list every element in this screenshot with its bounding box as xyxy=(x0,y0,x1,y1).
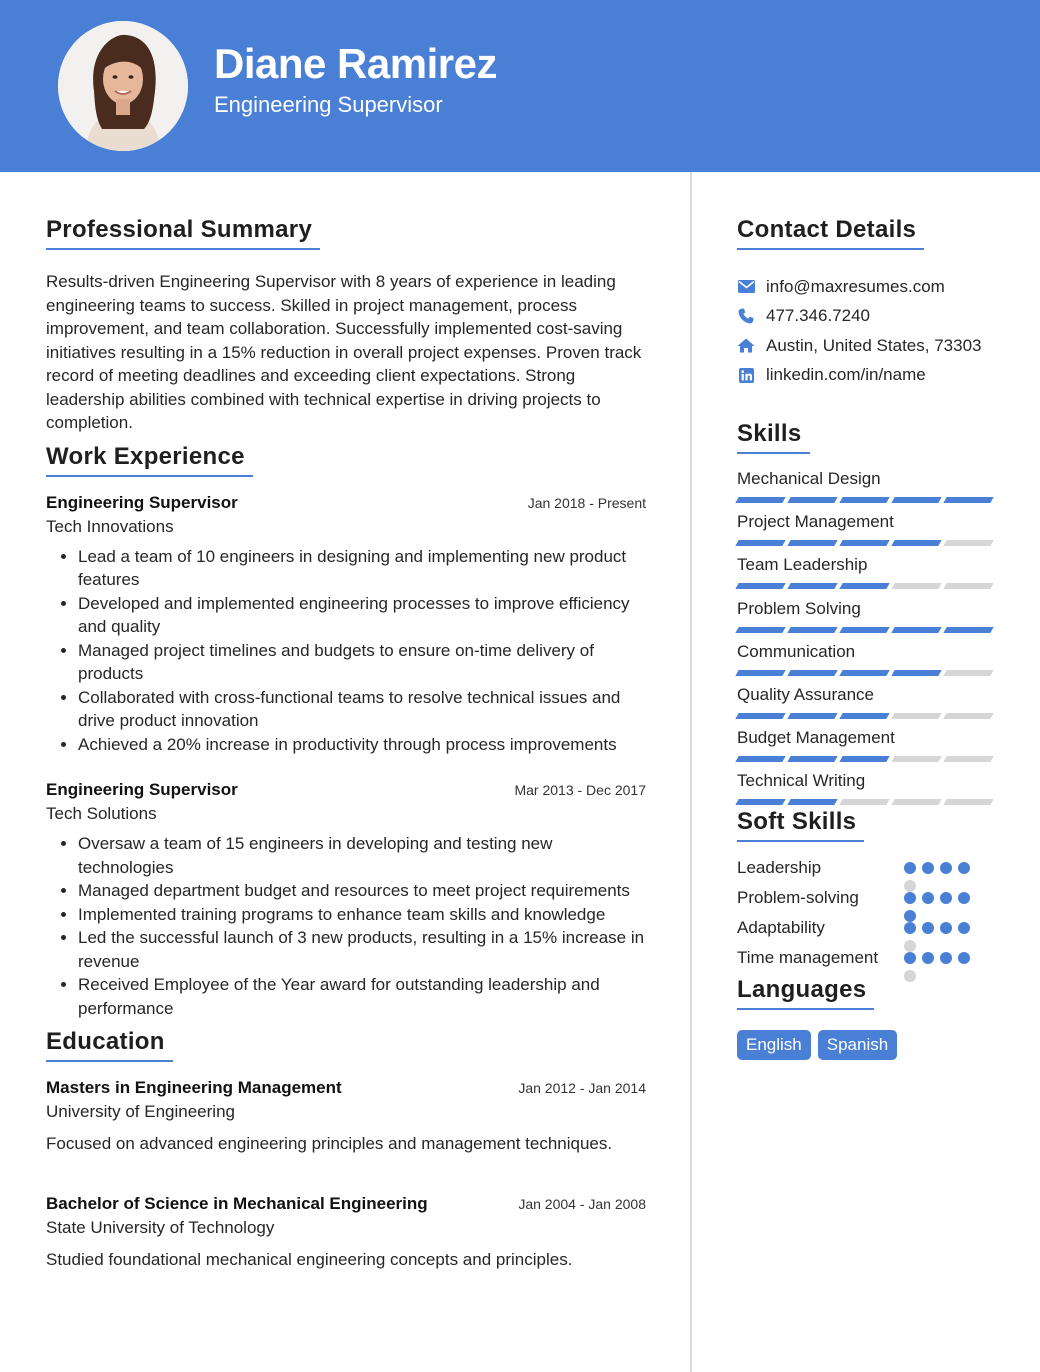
resume-header xyxy=(0,0,1040,172)
job-company: Tech Innovations xyxy=(46,516,174,536)
skill-level-segment xyxy=(839,627,889,633)
job-title: Engineering Supervisor xyxy=(46,780,238,799)
school-name: State University of Technology xyxy=(46,1218,275,1237)
soft-skill-rating xyxy=(904,916,993,939)
contact-location-text: Austin, United States, 73303 xyxy=(766,335,982,355)
rating-dot xyxy=(904,922,916,934)
rating-dot xyxy=(922,862,934,874)
skill-level-segment xyxy=(839,713,889,719)
skill-level-segment xyxy=(787,540,837,546)
skill-level-segment xyxy=(943,627,993,633)
skill-level-segment xyxy=(787,799,837,805)
skill-item xyxy=(737,678,993,721)
skill-name: Project Management xyxy=(737,512,894,532)
rating-dot xyxy=(958,952,970,964)
job-bullets xyxy=(46,832,646,1020)
skill-level-segment xyxy=(787,583,837,589)
contact-linkedin-text: linkedin.com/in/name xyxy=(766,365,926,385)
soft-skill-item xyxy=(737,946,993,969)
education-description: Focused on advanced engineering principles and management techniques. xyxy=(46,1134,613,1153)
degree-title: Bachelor of Science in Mechanical Engineering xyxy=(46,1194,428,1213)
rating-dot xyxy=(922,922,934,934)
skill-level-segment xyxy=(839,756,889,762)
job-date: Jan 2018 - Present xyxy=(527,494,646,511)
soft-skills-list xyxy=(737,856,993,969)
languages-heading: Languages xyxy=(737,976,866,1010)
languages-section xyxy=(737,976,993,1060)
skill-level-segment xyxy=(943,670,993,676)
skill-item xyxy=(737,462,993,505)
skill-name: Mechanical Design xyxy=(737,469,881,488)
skill-level-segment xyxy=(891,799,941,805)
skill-level-segment xyxy=(787,627,837,633)
rating-dot xyxy=(940,862,952,874)
skill-level-segment xyxy=(891,627,941,633)
skill-level-segment xyxy=(839,799,889,805)
skill-level-segment xyxy=(735,583,785,589)
skill-level-segment xyxy=(735,627,785,633)
job-bullet: • Managed project timelines and budgets to ensure on-time delivery of products xyxy=(78,639,646,686)
soft-skills-heading: Soft Skills xyxy=(737,808,856,842)
skill-level-bar xyxy=(737,540,993,546)
education-heading: Education xyxy=(46,1028,165,1062)
experience-section xyxy=(46,443,646,1021)
skills-heading: Skills xyxy=(737,420,802,454)
skill-item xyxy=(737,548,993,591)
soft-skill-rating xyxy=(904,946,993,969)
rating-dot xyxy=(922,952,934,964)
skill-name: Budget Management xyxy=(737,728,895,748)
skill-level-bar xyxy=(737,799,993,805)
education-date: Jan 2004 - Jan 2008 xyxy=(518,1196,646,1212)
profile-photo xyxy=(58,21,188,151)
job-bullet: • Developed and implemented engineering processes to improve efficiency and quality xyxy=(78,592,646,639)
soft-skill-rating xyxy=(904,856,993,879)
skill-level-segment xyxy=(891,670,941,676)
skill-level-segment xyxy=(735,670,785,676)
rating-dot xyxy=(904,892,916,904)
skill-item xyxy=(737,635,993,678)
skill-level-segment xyxy=(735,713,785,719)
skill-name: Team Leadership xyxy=(737,555,868,575)
rating-dot xyxy=(904,862,916,874)
skill-level-segment xyxy=(943,799,993,805)
skill-level-segment xyxy=(891,540,941,546)
job-company: Tech Solutions xyxy=(46,804,157,823)
skill-name: Technical Writing xyxy=(737,771,866,791)
skill-level-segment xyxy=(787,756,837,762)
job-bullet: • Managed department budget and resources to meet project requirements xyxy=(78,879,646,903)
candidate-title: Engineering Supervisor xyxy=(214,92,443,117)
job-title: Engineering Supervisor xyxy=(46,492,238,512)
column-divider xyxy=(690,172,692,1372)
job-bullet: • Achieved a 20% increase in productivity through process improvements xyxy=(78,733,646,757)
job-entry xyxy=(46,780,646,1020)
skills-section xyxy=(737,420,993,808)
skill-level-bar xyxy=(737,756,993,762)
skill-level-segment xyxy=(943,497,993,503)
job-entry xyxy=(46,493,646,757)
languages-list xyxy=(737,1030,993,1060)
contact-email-text: info@maxresumes.com xyxy=(766,276,945,296)
skill-level-segment xyxy=(735,756,785,762)
skill-level-segment xyxy=(891,583,941,589)
phone-icon xyxy=(737,307,755,325)
school-name: University of Engineering xyxy=(46,1102,235,1121)
summary-heading: Professional Summary xyxy=(46,216,312,250)
job-bullet: • Led the successful launch of 3 new products, resulting in a 15% increase in revenue xyxy=(78,926,646,973)
soft-skill-name: Problem-solving xyxy=(737,887,859,907)
job-bullet: • Collaborated with cross-functional teams to resolve technical issues and drive product innovation xyxy=(78,686,646,733)
skill-level-segment xyxy=(943,713,993,719)
job-date: Mar 2013 - Dec 2017 xyxy=(514,782,646,798)
job-bullet: • Lead a team of 10 engineers in designing and implementing new product features xyxy=(78,545,646,592)
rating-dot xyxy=(958,922,970,934)
soft-skill-name: Leadership xyxy=(737,857,822,877)
rating-dot xyxy=(904,970,916,982)
degree-title: Masters in Engineering Management xyxy=(46,1078,342,1097)
soft-skill-rating xyxy=(904,886,993,909)
education-description: Studied foundational mechanical engineering concepts and principles. xyxy=(46,1250,573,1269)
rating-dot xyxy=(940,892,952,904)
skill-item xyxy=(737,721,993,764)
skill-level-segment xyxy=(787,497,837,503)
education-section xyxy=(46,1028,646,1270)
job-bullets xyxy=(46,545,646,757)
candidate-name: Diane Ramirez xyxy=(214,40,497,87)
summary-section xyxy=(46,216,646,435)
education-date: Jan 2012 - Jan 2014 xyxy=(518,1080,646,1096)
skill-level-bar xyxy=(737,713,993,719)
profile-photo-illustration xyxy=(58,21,188,151)
main-column xyxy=(46,216,646,1270)
skill-level-segment xyxy=(943,540,993,546)
contact-phone-text: 477.346.7240 xyxy=(766,306,870,326)
job-bullet: • Oversaw a team of 15 engineers in developing and testing new technologies xyxy=(78,832,646,879)
skill-item xyxy=(737,764,993,807)
education-entry xyxy=(46,1194,646,1270)
home-icon xyxy=(737,337,755,355)
soft-skill-item xyxy=(737,856,993,879)
soft-skill-name: Time management xyxy=(737,947,879,967)
skill-level-segment xyxy=(943,756,993,762)
contact-heading: Contact Details xyxy=(737,216,916,250)
rating-dot xyxy=(958,862,970,874)
skill-level-segment xyxy=(891,713,941,719)
skill-level-bar xyxy=(737,670,993,676)
soft-skill-item xyxy=(737,916,993,939)
skill-level-segment xyxy=(735,497,785,503)
contact-email[interactable] xyxy=(737,272,993,302)
skill-level-segment xyxy=(891,497,941,503)
skill-name: Problem Solving xyxy=(737,598,861,618)
skill-level-bar xyxy=(737,497,993,503)
skill-name: Communication xyxy=(737,641,856,661)
envelope-icon xyxy=(737,278,755,296)
skill-level-segment xyxy=(839,497,889,503)
contact-phone[interactable] xyxy=(737,302,993,332)
skill-level-segment xyxy=(891,756,941,762)
sidebar-column xyxy=(737,216,993,1060)
job-bullet: • Implemented training programs to enhance team skills and knowledge xyxy=(78,903,646,927)
skill-item xyxy=(737,592,993,635)
contact-location xyxy=(737,331,993,361)
education-entry xyxy=(46,1078,646,1154)
rating-dot xyxy=(958,892,970,904)
experience-heading: Work Experience xyxy=(46,443,245,477)
summary-text: Results-driven Engineering Supervisor with 8 years of experience in leading engineering teams to success. Skilled in project management, process improvement, and team collaboration. Successfully implemented cost-saving initiatives resulting in a 15% reduction in overall project expenses. Proven track record of meeting deadlines and exceeding client expectations. Strong leadership abilities combined with technical expertise in driving projects to completion. xyxy=(46,272,642,432)
contact-linkedin[interactable] xyxy=(737,361,993,391)
soft-skill-item xyxy=(737,886,993,909)
rating-dot xyxy=(940,922,952,934)
contact-section xyxy=(737,216,993,390)
skill-level-bar xyxy=(737,583,993,589)
skills-list xyxy=(737,462,993,808)
rating-dot xyxy=(922,892,934,904)
skill-level-segment xyxy=(735,799,785,805)
language-tag: English xyxy=(737,1030,811,1060)
rating-dot xyxy=(940,952,952,964)
soft-skills-section xyxy=(737,808,993,969)
skill-level-segment xyxy=(787,713,837,719)
job-bullet: • Received Employee of the Year award for outstanding leadership and performance xyxy=(78,973,646,1020)
skill-level-segment xyxy=(839,540,889,546)
soft-skill-name: Adaptability xyxy=(737,917,825,937)
skill-level-bar xyxy=(737,627,993,633)
skill-level-segment xyxy=(735,540,785,546)
skill-level-segment xyxy=(839,583,889,589)
linkedin-icon xyxy=(737,366,755,384)
skill-level-segment xyxy=(787,670,837,676)
skill-level-segment xyxy=(839,670,889,676)
skill-item xyxy=(737,505,993,548)
language-tag: Spanish xyxy=(818,1030,897,1060)
rating-dot xyxy=(904,952,916,964)
skill-level-segment xyxy=(943,583,993,589)
skill-name: Quality Assurance xyxy=(737,684,875,704)
